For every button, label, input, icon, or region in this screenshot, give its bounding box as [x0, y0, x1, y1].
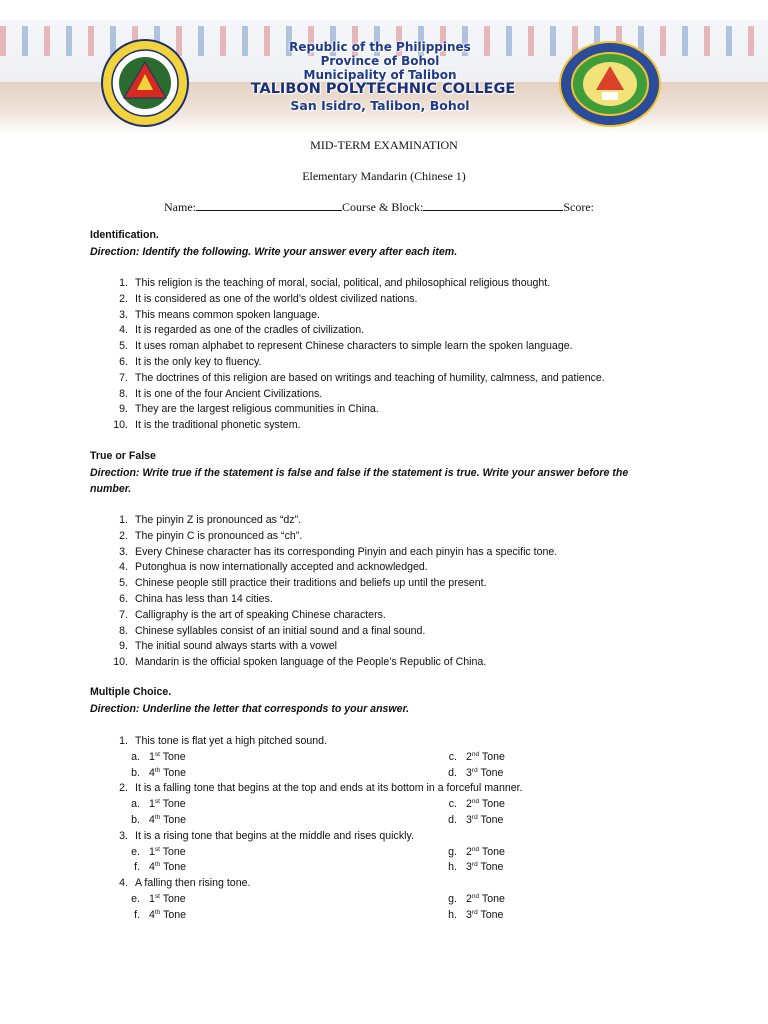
mc-question-number: 3. — [119, 829, 128, 842]
mc-option-letter: b. — [131, 766, 140, 779]
subject-title: Elementary Mandarin (Chinese 1) — [302, 169, 466, 183]
identification-item-number: 4. — [119, 324, 128, 337]
mc-option-ordinal-suffix: th — [154, 861, 161, 869]
course-block-blank[interactable] — [423, 199, 563, 211]
mc-option-text: 1st Tone — [149, 798, 186, 811]
mc-option-letter: g. — [448, 845, 457, 858]
mc-question-text: This tone is flat yet a high pitched sound. — [135, 735, 327, 747]
mc-option-letter: f. — [134, 908, 140, 921]
mc-option-text: 1st Tone — [149, 750, 186, 763]
true-false-item-text: The pinyin C is pronounced as “ch”. — [135, 529, 303, 542]
mc-option-text: 4th Tone — [149, 813, 187, 826]
mc-option-letter: b. — [131, 813, 140, 826]
mc-option-row — [108, 860, 708, 876]
identification-item-text: It uses roman alphabet to represent Chinese characters to simple learn the spoken language. — [135, 340, 573, 353]
mc-option-row — [108, 908, 708, 924]
mc-question — [108, 781, 708, 797]
mc-option-ordinal-suffix: rd — [471, 908, 478, 916]
mc-option-row — [108, 750, 708, 766]
mc-option-letter: d. — [448, 766, 457, 779]
mc-question-text: It is a falling tone that begins at the top and ends at its bottom in a forceful manner. — [135, 782, 523, 795]
mc-option-text: 2nd Tone — [466, 750, 505, 763]
mc-option-text: 4th Tone — [149, 908, 187, 921]
mc-question-text: It is a rising tone that begins at the middle and rises quickly. — [135, 829, 414, 842]
true-false-direction: Direction: Write true if the statement is false and false if the statement is true. Write your answer before the number. — [90, 467, 629, 495]
banner-line-republic: Republic of the Philippines — [289, 40, 471, 54]
student-info-row — [164, 199, 594, 215]
multiple-choice-heading: Multiple Choice. — [90, 686, 172, 698]
mc-option-letter: e. — [131, 892, 140, 905]
identification-item-number: 8. — [119, 387, 128, 400]
mc-option-text: 3rd Tone — [466, 813, 504, 826]
identification-item-text: This means common spoken language. — [135, 308, 320, 321]
mc-option-text: 4th Tone — [149, 861, 187, 874]
mc-option-text: 3rd Tone — [466, 766, 504, 779]
identification-item-number: 1. — [119, 277, 128, 289]
identification-item-number: 3. — [119, 308, 128, 321]
mc-option-letter: c. — [448, 798, 457, 811]
exam-title: MID-TERM EXAMINATION — [310, 138, 458, 152]
mc-question-number: 2. — [119, 782, 128, 795]
banner-line-college-name: TALIBON POLYTECHNIC COLLEGE — [250, 81, 516, 97]
true-false-item-number: 4. — [119, 561, 128, 574]
true-false-item-number: 3. — [119, 545, 128, 558]
true-false-item-text: The pinyin Z is pronounced as “dz”. — [135, 514, 302, 526]
mc-option-ordinal-suffix: th — [154, 908, 161, 916]
mc-option-ordinal-suffix: th — [154, 813, 161, 821]
identification-direction: Direction: Identify the following. Write your answer every after each item. — [90, 246, 458, 258]
identification-item-number: 5. — [119, 340, 128, 353]
mc-option-letter: g. — [448, 892, 457, 905]
mc-option-letter: a. — [131, 798, 140, 811]
mc-option-ordinal-suffix: st — [154, 750, 160, 758]
name-blank[interactable] — [196, 199, 342, 211]
true-false-item-text: Mandarin is the official spoken language of the People’s Republic of China. — [135, 656, 487, 669]
true-false-item-text: The initial sound always starts with a vowel — [135, 640, 337, 653]
mc-option-ordinal-suffix: st — [154, 845, 160, 853]
mc-option-ordinal-suffix: nd — [471, 798, 480, 806]
mc-option-text: 2nd Tone — [466, 798, 505, 811]
banner-line-address: San Isidro, Talibon, Bohol — [290, 98, 470, 113]
identification-item-number: 6. — [119, 355, 128, 368]
mc-option-text: 2nd Tone — [466, 845, 505, 858]
identification-item-number: 10. — [113, 419, 128, 432]
mc-option-row — [108, 845, 708, 861]
mc-option-letter: e. — [131, 845, 140, 858]
identification-item-text: It is regarded as one of the cradles of civilization. — [135, 324, 365, 337]
identification-item-text: They are the largest religious communities in China. — [135, 403, 379, 416]
true-false-item-text: Chinese syllables consist of an initial sound and a final sound. — [135, 624, 426, 637]
true-false-item-number: 9. — [119, 640, 128, 653]
mc-question-number: 4. — [119, 877, 128, 890]
true-false-item-number: 1. — [119, 514, 128, 526]
municipality-seal-logo — [95, 38, 195, 128]
true-false-item-number: 10. — [113, 656, 128, 669]
true-false-heading: True or False — [90, 450, 156, 462]
course-block-label: Course & Block: — [342, 200, 424, 214]
mc-option-ordinal-suffix: nd — [471, 892, 480, 900]
mc-option-text: 2nd Tone — [466, 892, 505, 905]
identification-item-number: 7. — [119, 371, 128, 384]
mc-option-row — [108, 766, 708, 782]
header-banner — [0, 20, 768, 132]
identification-item-text: It is one of the four Ancient Civilizations. — [135, 387, 323, 400]
identification-item-text: It is the only key to fluency. — [135, 355, 262, 368]
mc-option-text: 1st Tone — [149, 892, 186, 905]
true-false-item-number: 7. — [119, 608, 128, 621]
mc-question — [108, 876, 708, 892]
mc-question-text: A falling then rising tone. — [135, 877, 251, 890]
mc-option-letter: h. — [448, 861, 457, 874]
mc-option-ordinal-suffix: rd — [471, 861, 478, 869]
mc-option-ordinal-suffix: st — [154, 892, 160, 900]
multiple-choice-list — [108, 734, 708, 924]
mc-option-row — [108, 813, 708, 829]
mc-option-ordinal-suffix: th — [154, 766, 161, 774]
true-false-item-number: 6. — [119, 592, 128, 605]
mc-option-text: 4th Tone — [149, 766, 187, 779]
true-false-item-text: China has less than 14 cities. — [135, 592, 273, 605]
true-false-item-text: Putonghua is now internationally accepted and acknowledged. — [135, 561, 428, 574]
mc-option-ordinal-suffix: nd — [471, 845, 480, 853]
mc-option-letter: a. — [131, 750, 140, 763]
mc-option-text: 1st Tone — [149, 845, 186, 858]
mc-option-letter: h. — [448, 908, 457, 921]
identification-item-number: 9. — [119, 403, 128, 416]
true-false-item-number: 8. — [119, 624, 128, 637]
mc-option-row — [108, 797, 708, 813]
mc-option-ordinal-suffix: nd — [471, 750, 480, 758]
mc-option-row — [108, 892, 708, 908]
mc-option-letter: f. — [134, 861, 140, 874]
name-label: Name: — [164, 200, 196, 214]
college-seal-logo — [558, 40, 662, 128]
identification-item-number: 2. — [119, 292, 128, 305]
mc-option-letter: c. — [448, 750, 457, 763]
mc-option-ordinal-suffix: st — [154, 798, 160, 806]
mc-option-ordinal-suffix: rd — [471, 766, 478, 774]
mc-question — [108, 734, 708, 750]
true-false-item-number: 2. — [119, 529, 128, 542]
true-false-item-text: Every Chinese character has its corresponding Pinyin and each pinyin has a specific tone. — [135, 545, 558, 558]
mc-option-text: 3rd Tone — [466, 908, 504, 921]
true-false-item-number: 5. — [119, 577, 128, 590]
mc-question-number: 1. — [119, 735, 128, 747]
identification-heading: Identification. — [90, 229, 159, 241]
mc-question — [108, 829, 708, 845]
banner-line-municipality: Municipality of Talibon — [303, 68, 457, 82]
identification-item-text: It is the traditional phonetic system. — [135, 419, 301, 432]
identification-item-text: This religion is the teaching of moral, social, political, and philosophical religious thought. — [135, 277, 551, 289]
true-false-item-text: Calligraphy is the art of speaking Chinese characters. — [135, 608, 386, 621]
true-false-item-text: Chinese people still practice their traditions and beliefs up until the present. — [135, 577, 487, 590]
mc-option-letter: d. — [448, 813, 457, 826]
identification-item-text: It is considered as one of the world’s oldest civilized nations. — [135, 292, 418, 305]
multiple-choice-direction: Direction: Underline the letter that corresponds to your answer. — [90, 703, 410, 715]
mc-option-ordinal-suffix: rd — [471, 813, 478, 821]
banner-line-province: Province of Bohol — [320, 54, 440, 68]
score-label: Score: — [563, 200, 594, 214]
mc-option-text: 3rd Tone — [466, 861, 504, 874]
identification-item-text: The doctrines of this religion are based on writings and teaching of humility, calmness, and patience. — [135, 371, 605, 384]
